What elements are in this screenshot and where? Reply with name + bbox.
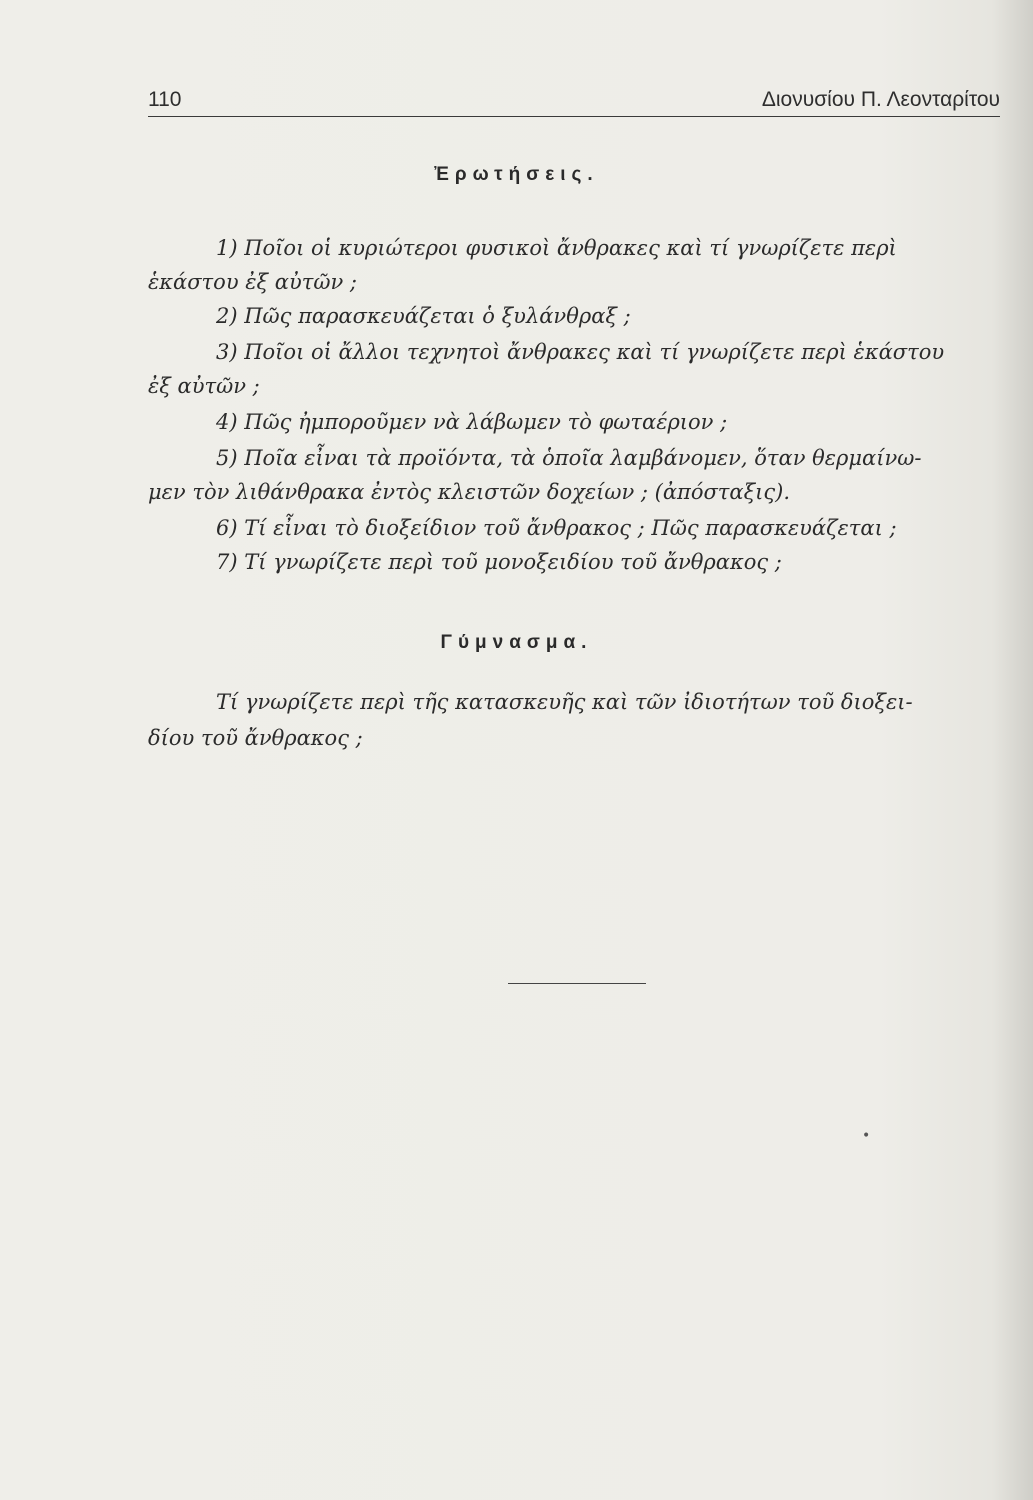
question-line: 4) Πῶς ἠμποροῦμεν νὰ λάβωμεν τὸ φωταέριον ;	[216, 410, 728, 434]
ink-speck: •	[862, 1128, 871, 1144]
section-divider	[508, 983, 646, 984]
exercise-heading: Γύμνασμα.	[440, 632, 593, 653]
question-line: 7) Τί γνωρίζετε περὶ τοῦ μονοξειδίου τοῦ ἄνθρακος ;	[216, 550, 782, 574]
page-header	[148, 86, 1000, 117]
question-line: 1) Ποῖοι οἱ κυριώτεροι φυσικοὶ ἄνθρακες καὶ τί γνωρίζετε περὶ	[216, 236, 897, 260]
question-line: 2) Πῶς παρασκευάζεται ὁ ξυλάνθραξ ;	[216, 304, 631, 328]
exercise-line: Τί γνωρίζετε περὶ τῆς κατασκευῆς καὶ τῶν ἰδιοτήτων τοῦ διοξει-	[216, 690, 913, 714]
question-line: ἐξ αὐτῶν ;	[148, 374, 260, 398]
question-line: 5) Ποῖα εἶναι τὰ προϊόντα, τὰ ὁποῖα λαμβάνομεν, ὅταν θερμαίνω-	[216, 446, 922, 470]
question-line: μεν τὸν λιθάνθρακα ἐντὸς κλειστῶν δοχείων ; (ἀπόσταξις).	[148, 480, 791, 504]
exercise-line: δίου τοῦ ἄνθρακος ;	[148, 726, 363, 750]
page-number: 110	[148, 88, 182, 111]
question-line: ἑκάστου ἐξ αὐτῶν ;	[148, 270, 357, 294]
questions-heading: Ἐρωτήσεις.	[434, 164, 599, 185]
question-line: 3) Ποῖοι οἱ ἄλλοι τεχνητοὶ ἄνθρακες καὶ τί γνωρίζετε περὶ ἑκάστου	[216, 340, 945, 364]
running-head: Διονυσίου Π. Λεονταρίτου	[761, 88, 1000, 111]
question-line: 6) Τί εἶναι τὸ διοξείδιον τοῦ ἄνθρακος ; Πῶς παρασκευάζεται ;	[216, 516, 897, 540]
